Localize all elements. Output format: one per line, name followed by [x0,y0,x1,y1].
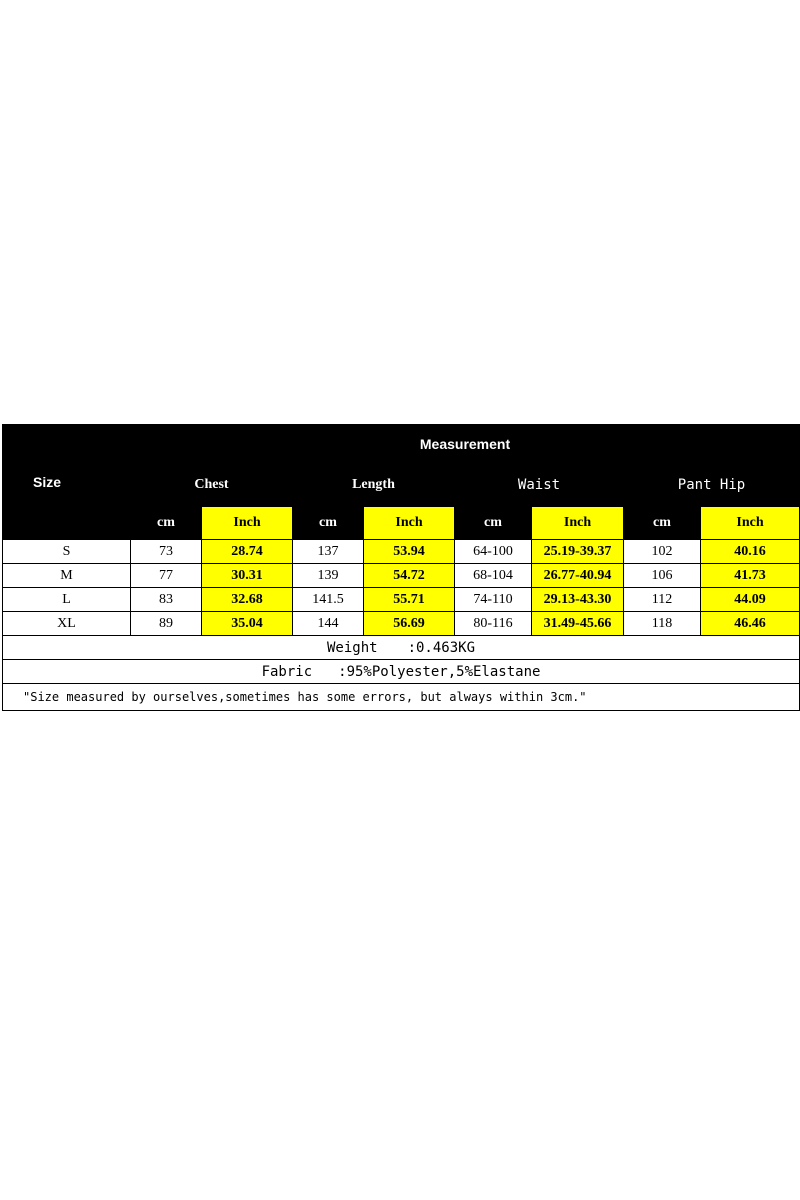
pant-hip-header: Pant Hip [624,464,800,507]
size-note: "Size measured by ourselves,sometimes has some errors, but always within 3cm." [3,684,800,711]
unit-header: cm [131,507,202,540]
waist-inch-cell: 26.77-40.94 [532,564,624,588]
weight-label: Weight [327,639,378,656]
chest-cm-cell: 77 [131,564,202,588]
note-row [3,684,800,711]
waist-inch-cell: 31.49-45.66 [532,612,624,636]
length-inch-cell: 56.69 [364,612,455,636]
hip-inch-cell: 40.16 [701,540,800,564]
fabric-value: :95%Polyester,5%Elastane [338,663,541,680]
length-cm-cell: 141.5 [293,588,364,612]
chest-cm-cell: 73 [131,540,202,564]
hip-cm-cell: 102 [624,540,701,564]
length-header: Length [293,464,455,507]
weight-value: :0.463KG [407,639,476,656]
size-cell: S [3,540,131,564]
size-cell: M [3,564,131,588]
hip-inch-cell: 46.46 [701,612,800,636]
chest-header: Chest [131,464,293,507]
hip-cm-cell: 118 [624,612,701,636]
chest-cm-cell: 83 [131,588,202,612]
waist-cm-cell: 74-110 [455,588,532,612]
size-cell: L [3,588,131,612]
length-cm-cell: 139 [293,564,364,588]
chest-inch-cell: 28.74 [202,540,293,564]
length-cm-cell: 137 [293,540,364,564]
chest-inch-cell: 32.68 [202,588,293,612]
measurement-header: Measurement [131,425,800,464]
length-inch-cell: 55.71 [364,588,455,612]
weight-row [3,636,800,660]
fabric-cell [3,660,800,684]
hip-cm-cell: 112 [624,588,701,612]
chest-inch-cell: 30.31 [202,564,293,588]
waist-inch-cell: 25.19-39.37 [532,540,624,564]
waist-cm-cell: 64-100 [455,540,532,564]
table-row [3,612,800,636]
length-inch-cell: 53.94 [364,540,455,564]
unit-header: cm [624,507,701,540]
waist-header: Waist [455,464,624,507]
size-chart-table [2,424,800,711]
size-cell: XL [3,612,131,636]
hip-inch-cell: 44.09 [701,588,800,612]
chest-cm-cell: 89 [131,612,202,636]
weight-cell [3,636,800,660]
hip-cm-cell: 106 [624,564,701,588]
unit-header: cm [293,507,364,540]
unit-header: Inch [364,507,455,540]
table-row [3,564,800,588]
hip-inch-cell: 41.73 [701,564,800,588]
table-row [3,588,800,612]
size-header: Size [3,425,131,540]
unit-header: Inch [202,507,293,540]
waist-inch-cell: 29.13-43.30 [532,588,624,612]
length-cm-cell: 144 [293,612,364,636]
waist-cm-cell: 68-104 [455,564,532,588]
chest-inch-cell: 35.04 [202,612,293,636]
unit-header: Inch [532,507,624,540]
unit-header: cm [455,507,532,540]
fabric-label: Fabric [261,663,313,680]
waist-cm-cell: 80-116 [455,612,532,636]
length-inch-cell: 54.72 [364,564,455,588]
unit-header: Inch [701,507,800,540]
table-row [3,540,800,564]
fabric-row [3,660,800,684]
